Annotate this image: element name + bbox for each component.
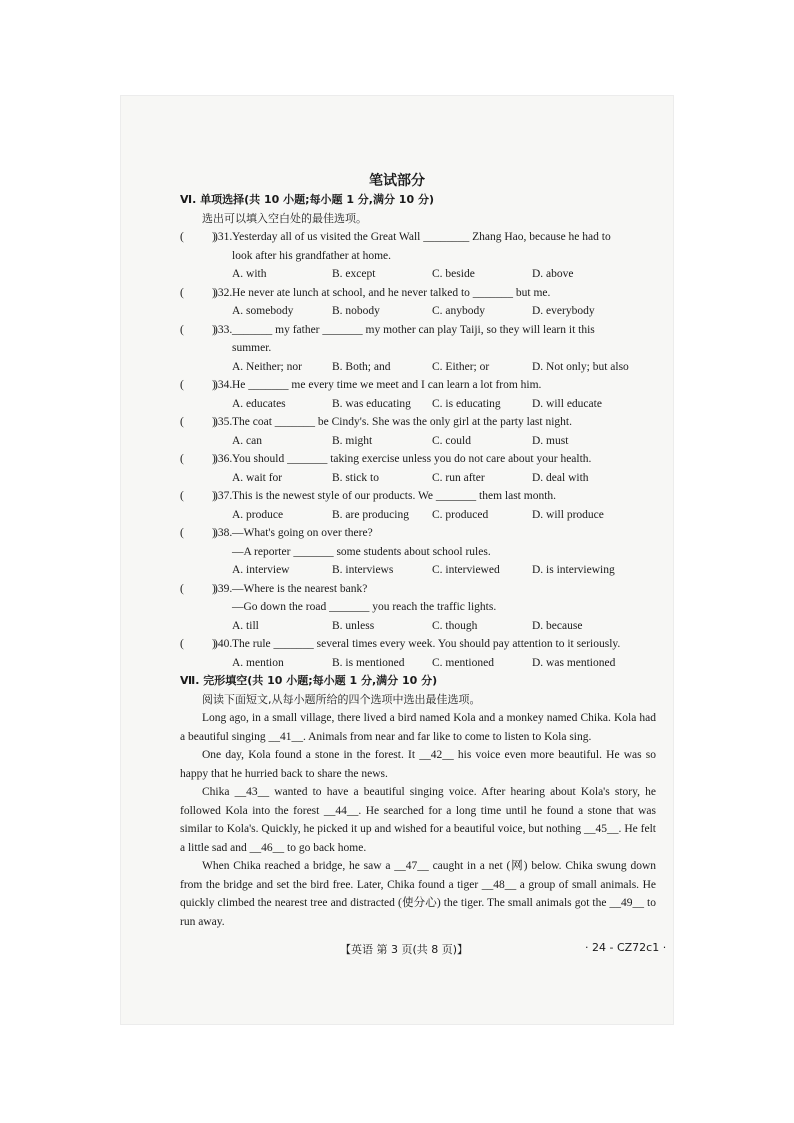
question-34 [180, 376, 656, 395]
option-row [180, 358, 656, 377]
option-d[interactable]: D. because [532, 619, 583, 632]
option-row [180, 432, 656, 451]
section-6-title: Ⅵ. 单项选择(共 10 小题;每小题 1 分,满分 10 分) [180, 193, 434, 206]
option-row [180, 617, 656, 636]
question-text: —What's going on over there? [232, 527, 373, 539]
passage-paragraph: When Chika reached a bridge, he saw a __47__ caught in a net (网) below. Chika swung down from the bridge and set the bird free. Later, Chika found a tiger __48__ a group of small animals. He quickly climbed the nearest tree and distracted (使分心) the tiger. The small animals got the __49__ to run away. [180, 860, 656, 928]
exam-code: · 24 - CZ72c1 · [585, 941, 667, 954]
option-a[interactable]: A. somebody [232, 305, 294, 317]
option-row [180, 395, 656, 414]
page-heading: 笔试部分 [369, 173, 425, 189]
question-text: You should _______ taking exercise unless you do not care about your health. [232, 453, 592, 465]
question-text-continued: —A reporter _______ some students about school rules. [232, 545, 491, 558]
option-d[interactable]: D. is interviewing [532, 564, 615, 576]
question-40 [180, 635, 656, 654]
question-text: This is the newest style of our products. We _______ them last month. [232, 490, 557, 502]
option-b[interactable]: B. are producing [332, 508, 409, 521]
option-a[interactable]: A. produce [232, 508, 284, 521]
option-a[interactable]: A. Neither; nor [232, 360, 302, 373]
option-row [180, 469, 656, 488]
option-a[interactable]: A. can [232, 434, 263, 447]
question-list [180, 228, 656, 672]
question-36 [180, 450, 656, 469]
option-b[interactable]: B. stick to [332, 471, 379, 484]
option-c[interactable]: C. though [432, 619, 478, 632]
option-d[interactable]: D. Not only; but also [532, 360, 629, 373]
question-number: )33. [214, 323, 233, 336]
option-d[interactable]: D. must [532, 434, 569, 447]
question-text: The coat _______ be Cindy's. She was the only girl at the party last night. [232, 416, 572, 428]
question-32 [180, 284, 656, 303]
option-c[interactable]: C. run after [432, 471, 485, 484]
option-b[interactable]: B. might [332, 434, 373, 447]
option-c[interactable]: C. mentioned [432, 656, 494, 669]
question-text: Yesterday all of us visited the Great Wall ________ Zhang Hao, because he had to [232, 231, 611, 243]
option-c[interactable]: C. anybody [432, 305, 486, 317]
option-d[interactable]: D. will educate [532, 397, 602, 410]
question-37 [180, 487, 656, 506]
option-a[interactable]: A. mention [232, 656, 284, 669]
option-a[interactable]: A. interview [232, 564, 290, 576]
option-row [180, 506, 656, 525]
option-row [180, 302, 656, 321]
question-38 [180, 524, 656, 543]
question-35 [180, 413, 656, 432]
question-number: )40. [214, 638, 233, 650]
question-text: He never ate lunch at school, and he never talked to _______ but me. [232, 286, 551, 299]
option-b[interactable]: B. except [332, 268, 376, 280]
passage-paragraph: One day, Kola found a stone in the forest. It __42__ his voice even more beautiful. He was so happy that he hurried back to share the news. [180, 749, 656, 780]
option-a[interactable]: A. educates [232, 397, 286, 410]
option-d[interactable]: D. everybody [532, 305, 595, 317]
question-33 [180, 321, 656, 340]
question-number: )36. [214, 453, 233, 465]
option-a[interactable]: A. till [232, 619, 259, 632]
option-b[interactable]: B. is mentioned [332, 656, 405, 669]
option-row [180, 654, 656, 673]
option-b[interactable]: B. nobody [332, 305, 380, 317]
option-c[interactable]: C. beside [432, 268, 475, 280]
option-row [180, 561, 656, 580]
option-c[interactable]: C. Either; or [432, 360, 490, 373]
question-number: )39. [214, 582, 233, 595]
option-d[interactable]: D. above [532, 268, 574, 280]
option-d[interactable]: D. deal with [532, 471, 589, 484]
section-7-title: Ⅶ. 完形填空(共 10 小题;每小题 1 分,满分 10 分) [180, 674, 438, 687]
question-text-continued: —Go down the road _______ you reach the traffic lights. [232, 601, 497, 613]
option-b[interactable]: B. Both; and [332, 360, 391, 373]
option-d[interactable]: D. was mentioned [532, 656, 616, 669]
exam-content [180, 191, 656, 931]
option-row [180, 265, 656, 284]
question-text: _______ my father _______ my mother can play Taiji, so they will learn it this [232, 323, 595, 336]
question-31 [180, 228, 656, 247]
question-number: )34. [214, 379, 233, 391]
option-b[interactable]: B. was educating [332, 397, 411, 410]
section-7-instruction: 阅读下面短文,从每小题所给的四个选项中选出最佳选项。 [202, 692, 481, 706]
option-b[interactable]: B. unless [332, 619, 375, 632]
question-number: )35. [214, 416, 233, 428]
question-39 [180, 580, 656, 599]
cloze-passage [180, 709, 656, 931]
question-number: )32. [214, 286, 233, 299]
option-c[interactable]: C. is educating [432, 397, 501, 410]
question-text-continued: look after his grandfather at home. [232, 249, 392, 262]
question-number: )37. [214, 490, 233, 502]
passage-paragraph: Chika __43__ wanted to have a beautiful singing voice. After hearing about Kola's story, he followed Kola into the forest __44__. He searched for a long time until he found a stone that was similar to Kola's. Quickly, he picked it up and wished for a beautiful voice, but nothing __45__. He felt a little sad and __46__ to go back home. [180, 786, 656, 854]
question-text-continued: summer. [232, 342, 272, 354]
section-6-instruction: 选出可以填入空白处的最佳选项。 [202, 211, 367, 225]
option-a[interactable]: A. with [232, 268, 267, 280]
page-number: 【英语 第 3 页(共 8 页)】 [340, 943, 469, 956]
option-c[interactable]: C. produced [432, 508, 489, 521]
question-number: )31. [214, 231, 233, 243]
question-number: )38. [214, 527, 233, 539]
passage-paragraph: Long ago, in a small village, there lived a bird named Kola and a monkey named Chika. Kola had a beautiful singing __41__. Animals from near and far like to come to listen to Kola sing. [180, 712, 656, 743]
option-c[interactable]: C. could [432, 434, 471, 447]
option-d[interactable]: D. will produce [532, 508, 604, 521]
option-c[interactable]: C. interviewed [432, 564, 500, 576]
question-text: —Where is the nearest bank? [232, 582, 368, 595]
option-a[interactable]: A. wait for [232, 471, 283, 484]
option-b[interactable]: B. interviews [332, 564, 394, 576]
question-text: The rule _______ several times every week. You should pay attention to it seriously. [232, 638, 621, 650]
question-text: He _______ me every time we meet and I can learn a lot from him. [232, 379, 542, 391]
